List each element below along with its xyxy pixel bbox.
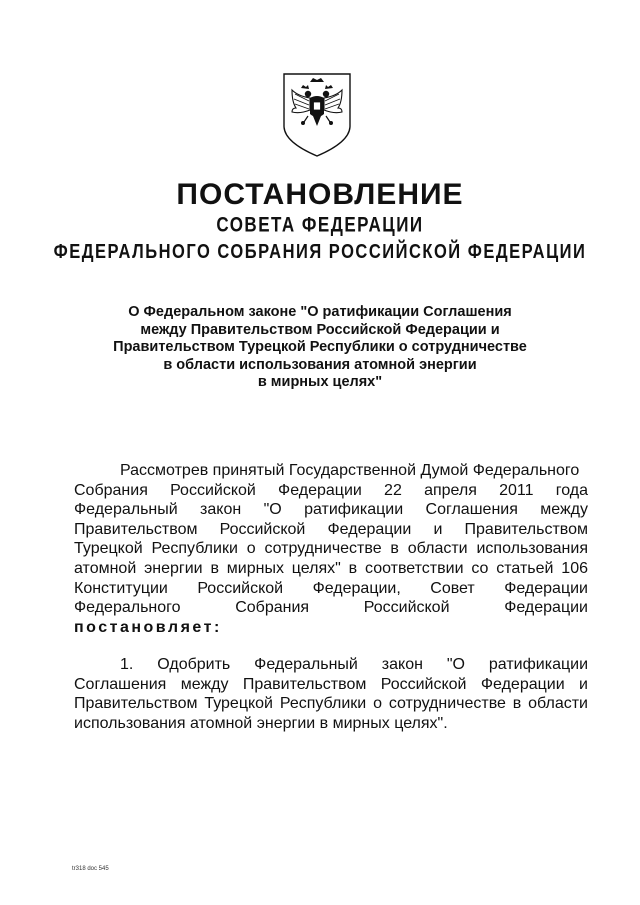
body-paragraph-1	[74, 461, 588, 637]
document-type-title: ПОСТАНОВЛЕНИЕ	[176, 178, 464, 211]
issuer-line-2: ФЕДЕРАЛЬНОГО СОБРАНИЯ РОССИЙСКОЙ ФЕДЕРАЦИИ	[53, 240, 587, 264]
paragraph-line: Федерального Собрания Российской Федерации	[74, 599, 588, 617]
paragraph-line: 1. Одобрить Федеральный закон "О ратификации	[120, 656, 588, 673]
issuer-line-1: СОВЕТА ФЕДЕРАЦИИ	[216, 212, 424, 237]
paragraph-line: Федеральный закон "О ратификации Соглашения между	[74, 501, 588, 519]
paragraph-line: Собрания Российской Федерации 22 апреля 2011 года	[74, 481, 588, 499]
paragraph-line: Соглашения между Правительством Российской Федерации и	[74, 675, 588, 693]
paragraph-line: Правительством Российской Федерации и Правительством	[74, 520, 588, 538]
heading-line: О Федеральном законе "О ратификации Соглашения	[128, 304, 512, 320]
body-paragraph-2	[74, 655, 588, 733]
document-code: tr318 doc 545	[72, 866, 109, 872]
paragraph-line: Турецкой Республики о сотрудничестве в области использования	[74, 540, 588, 558]
heading-line: в мирных целях"	[257, 374, 383, 390]
document-heading	[60, 304, 580, 392]
paragraph-line: использования атомной энергии в мирных целях".	[74, 714, 448, 732]
paragraph-line: Рассмотрев принятый Государственной Думой Федерального	[120, 462, 580, 479]
paragraph-line: Правительством Турецкой Республики о сотрудничестве в области	[74, 695, 588, 713]
heading-line: Правительством Турецкой Республики о сотрудничестве	[113, 339, 527, 355]
resolution-keyword: постановляет:	[74, 618, 222, 636]
paragraph-line: атомной энергии в мирных целях" в соответствии со статьей 106	[74, 559, 588, 577]
paragraph-line: Конституции Российской Федерации, Совет Федерации	[74, 579, 588, 597]
heading-line: в области использования атомной энергии	[163, 356, 477, 373]
coat-of-arms-icon	[280, 68, 354, 158]
heading-line: между Правительством Российской Федерации и	[140, 321, 500, 338]
